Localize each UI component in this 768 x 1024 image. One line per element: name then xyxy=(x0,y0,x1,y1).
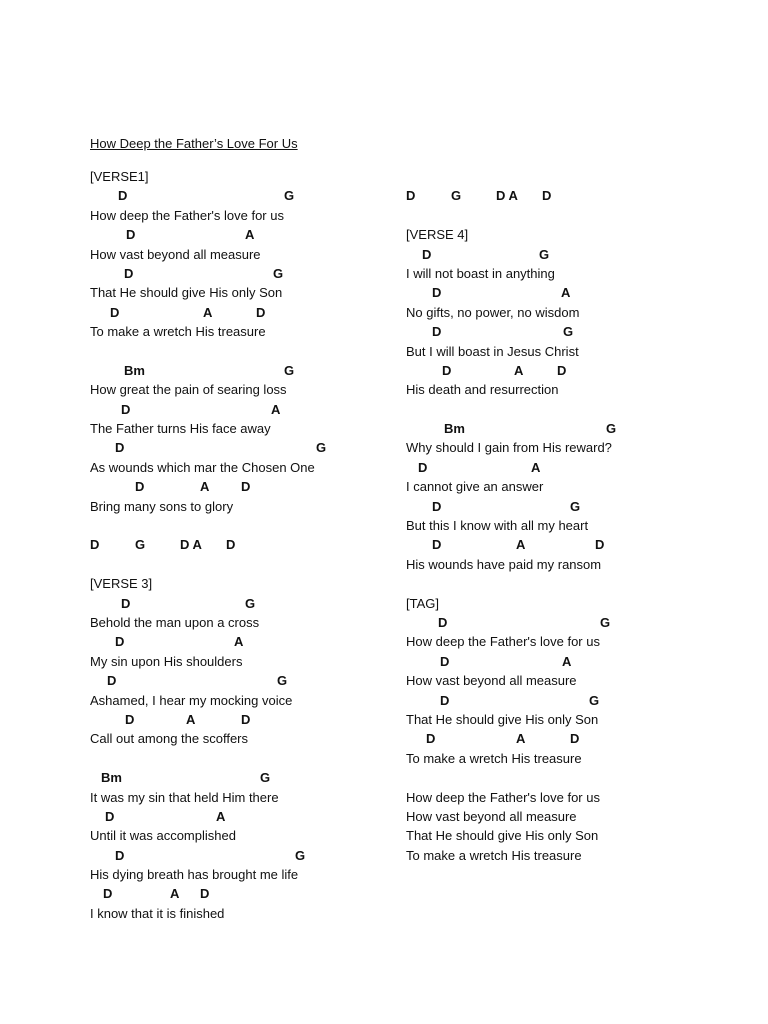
chord-line xyxy=(406,613,612,632)
lyric-line: It was my sin that held Him there xyxy=(90,789,279,805)
lyric-line: To make a wretch His treasure xyxy=(406,750,582,766)
chord: D xyxy=(125,711,135,727)
chord: D A xyxy=(496,188,518,204)
chord: D xyxy=(432,537,442,553)
chord: D xyxy=(103,886,113,902)
chord: D xyxy=(115,847,125,863)
chord-line xyxy=(90,710,315,729)
chord: D xyxy=(115,634,125,650)
section-header: [VERSE 3] xyxy=(90,576,153,592)
chord: D xyxy=(557,362,567,378)
blank-line xyxy=(90,342,315,361)
blank-line xyxy=(406,574,612,593)
lyric-line: Why should I gain from His reward? xyxy=(406,440,612,456)
section-header: [TAG] xyxy=(406,595,439,611)
chord: A xyxy=(514,362,524,378)
chord: D xyxy=(110,304,120,320)
lyric-line: That He should give His only Son xyxy=(406,828,599,844)
chord: D xyxy=(107,673,117,689)
chord: G xyxy=(563,324,574,340)
lyric-line: I know that it is finished xyxy=(90,905,225,921)
lyric-line: How deep the Father's love for us xyxy=(406,634,600,650)
chord: D xyxy=(440,653,450,669)
chord: D xyxy=(118,188,128,204)
chord-line xyxy=(406,322,612,341)
chord-line xyxy=(406,361,612,380)
chord: G xyxy=(260,770,271,786)
chord: D xyxy=(432,324,442,340)
chord: G xyxy=(135,537,146,553)
chord: D xyxy=(432,498,442,514)
chord: Bm xyxy=(444,421,465,437)
chord-line xyxy=(406,691,612,710)
blank-line xyxy=(406,167,612,186)
chord: A xyxy=(562,653,572,669)
chord: Bm xyxy=(124,362,145,378)
chord-line xyxy=(90,846,315,865)
lyric-line: Behold the man upon a cross xyxy=(90,614,260,630)
blank-line xyxy=(90,516,315,535)
chord-line xyxy=(406,283,612,302)
chord: G xyxy=(539,246,550,262)
chord: D xyxy=(406,188,416,204)
blank-line xyxy=(406,400,612,419)
chord-line xyxy=(90,632,315,651)
chord: G xyxy=(245,595,256,611)
lyric-line: His wounds have paid my ransom xyxy=(406,556,602,572)
chord: A xyxy=(531,459,541,475)
chord: A xyxy=(561,285,571,301)
chord: D xyxy=(90,537,100,553)
section-header: [VERSE1] xyxy=(90,169,149,184)
song-title: How Deep the Father’s Love For Us xyxy=(90,136,298,151)
left-column xyxy=(90,167,327,923)
chord-line xyxy=(90,225,315,244)
lyric-line: How vast beyond all measure xyxy=(406,673,577,689)
chord-line xyxy=(90,438,327,457)
chord-line xyxy=(90,768,315,787)
chord: G xyxy=(316,440,327,456)
chord: D xyxy=(121,595,131,611)
chord: D xyxy=(542,188,552,204)
chord-line xyxy=(90,361,315,380)
lyric-line: To make a wretch His treasure xyxy=(90,324,266,340)
chord: A xyxy=(234,634,244,650)
chord-line xyxy=(90,884,315,903)
lyric-line: To make a wretch His treasure xyxy=(406,847,582,863)
lyric-line: Ashamed, I hear my mocking voice xyxy=(90,692,293,708)
blank-line xyxy=(90,749,315,768)
chord-line xyxy=(90,400,315,419)
chord-line xyxy=(90,807,315,826)
chord-line xyxy=(406,458,612,477)
lyric-line: But I will boast in Jesus Christ xyxy=(406,343,579,359)
chord: D xyxy=(124,265,134,281)
lyric-line: How vast beyond all measure xyxy=(90,246,261,262)
chord: D xyxy=(226,537,236,553)
chord: G xyxy=(277,673,288,689)
blank-line xyxy=(406,206,612,225)
chord-line xyxy=(406,497,612,516)
chord-line xyxy=(406,652,612,671)
chord: Bm xyxy=(101,770,122,786)
chord: D xyxy=(241,711,251,727)
lyric-line: No gifts, no power, no wisdom xyxy=(406,304,580,320)
chord: G xyxy=(284,188,295,204)
chord: A xyxy=(271,401,281,417)
chord: D xyxy=(135,479,145,495)
chord: D xyxy=(440,692,450,708)
chord: D xyxy=(115,440,125,456)
lyric-line: The Father turns His face away xyxy=(90,421,271,437)
chord: D xyxy=(121,401,131,417)
chord: D xyxy=(595,537,605,553)
lyric-line: My sin upon His shoulders xyxy=(90,653,243,669)
chord: D xyxy=(422,246,432,262)
lyric-line: How deep the Father's love for us xyxy=(406,789,600,805)
chord: A xyxy=(516,731,526,747)
chord: D xyxy=(426,731,436,747)
chord: D xyxy=(442,362,452,378)
chord: D xyxy=(105,808,115,824)
chord: G xyxy=(451,188,462,204)
lyric-line: His dying breath has brought me life xyxy=(90,867,299,883)
lyric-line: Until it was accomplished xyxy=(90,828,236,844)
chord: G xyxy=(273,265,284,281)
lyric-line: That He should give His only Son xyxy=(406,711,599,727)
chord: D xyxy=(432,285,442,301)
lyric-line: I will not boast in anything xyxy=(406,265,555,281)
blank-line xyxy=(406,768,612,787)
lyric-line: How deep the Father's love for us xyxy=(90,207,284,223)
chord: D A xyxy=(180,537,202,553)
lyric-line: As wounds which mar the Chosen One xyxy=(90,459,315,475)
lyric-line: I cannot give an answer xyxy=(406,479,544,495)
chord-line xyxy=(90,186,315,205)
chord-line xyxy=(90,671,315,690)
lyric-line: That He should give His only Son xyxy=(90,285,283,301)
chord-line xyxy=(406,245,612,264)
chord: G xyxy=(295,847,306,863)
chord: A xyxy=(170,886,180,902)
chord-line xyxy=(406,419,617,438)
chord: D xyxy=(241,479,251,495)
blank-line xyxy=(90,555,315,574)
chord: D xyxy=(438,614,448,630)
chord: A xyxy=(245,227,255,243)
lyric-line: How vast beyond all measure xyxy=(406,808,577,824)
lyric-line: How great the pain of searing loss xyxy=(90,382,287,398)
chord: A xyxy=(200,479,210,495)
chord: G xyxy=(600,614,611,630)
right-column xyxy=(406,167,617,865)
chord-line xyxy=(90,477,315,496)
lyric-line: Call out among the scoffers xyxy=(90,731,249,747)
chord-line xyxy=(90,264,315,283)
chord: D xyxy=(570,731,580,747)
chord-line xyxy=(406,186,612,205)
chord: A xyxy=(203,304,213,320)
chord: G xyxy=(570,498,581,514)
chord: A xyxy=(516,537,526,553)
chord: A xyxy=(186,711,196,727)
chord: D xyxy=(256,304,266,320)
lyric-line: His death and resurrection xyxy=(406,382,559,398)
chord: D xyxy=(126,227,136,243)
chord: D xyxy=(418,459,428,475)
chord: G xyxy=(284,362,295,378)
chord-line xyxy=(90,535,315,554)
lyric-line: But this I know with all my heart xyxy=(406,518,589,534)
section-header: [VERSE 4] xyxy=(406,227,469,243)
chord-line xyxy=(90,594,315,613)
chord: D xyxy=(200,886,210,902)
chord-line xyxy=(406,729,612,748)
chord-line xyxy=(90,303,315,322)
lyric-line: Bring many sons to glory xyxy=(90,498,234,514)
chord: A xyxy=(216,808,226,824)
chord: G xyxy=(606,421,617,437)
chord: G xyxy=(589,692,600,708)
chord-line xyxy=(406,535,612,554)
